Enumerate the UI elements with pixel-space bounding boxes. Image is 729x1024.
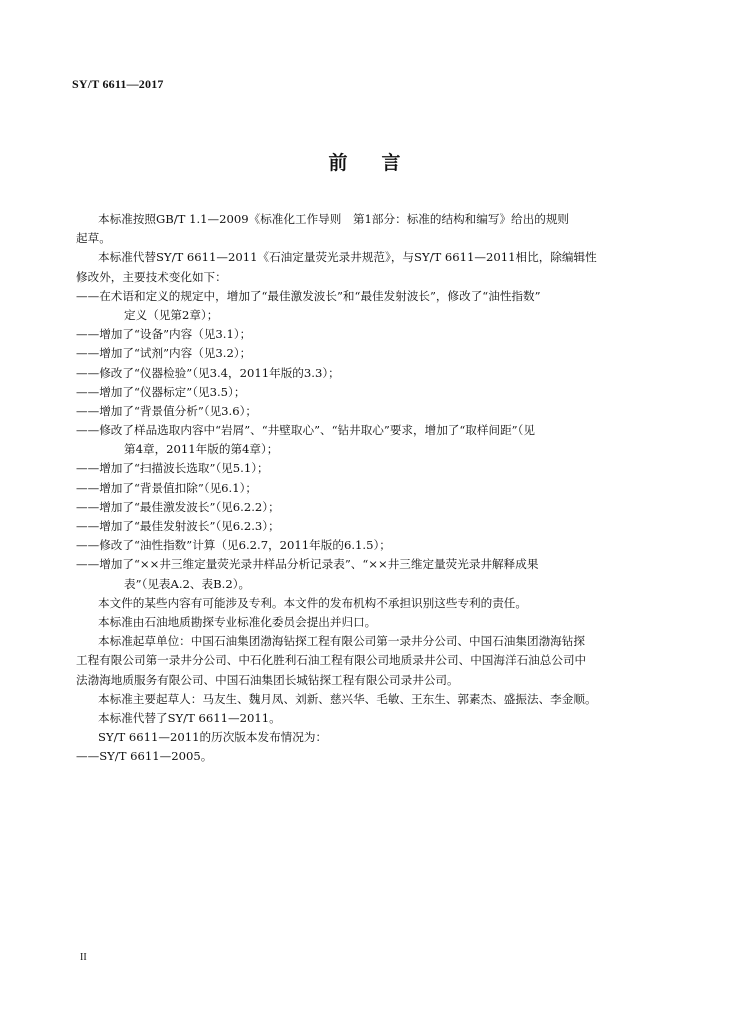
page-title: 前言 [328,152,435,174]
text-line: ——增加了“设备”内容（见3.1）； [76,327,252,342]
text-line: ——增加了“××井三维定量荧光录井样品分析记录表”、“××井三维定量荧光录井解释成果 [76,557,539,572]
text-line: ——在术语和定义的规定中，增加了“最佳激发波长”和“最佳发射波长”，修改了“油性指数” [76,288,541,303]
text-line: 修改外，主要技术变化如下： [76,269,227,284]
text-line: ——增加了“背景值扣除”（见6.1）； [76,480,258,495]
text-line: ——增加了“最佳发射波长”（见6.2.3）； [76,519,280,533]
text-line: 本标准代替SY/T 6611—2011《石油定量荧光录井规范》，与SY/T 6611—2011相比，除编辑性 [98,250,597,265]
text-line: ——修改了“仪器检验”（见3.4，2011年版的3.3）； [76,365,340,380]
text-line: 本标准按照GB/T 1.1—2009《标准化工作导则 第1部分：标准的结构和编写》给出的规则 [98,212,570,226]
text-line: 第4章，2011年版的第4章）； [124,442,279,457]
page-number: II [80,952,87,963]
text-line: ——修改了样品选取内容中“岩屑”、“井壁取心”、“钻井取心”要求，增加了“取样间距”（见 [76,423,535,438]
text-line: 工程有限公司第一录井分公司、中石化胜利石油工程有限公司地质录井公司、中国海洋石油总公司中 [76,653,587,668]
text-line: 本文件的某些内容有可能涉及专利。本文件的发布机构不承担识别这些专利的责任。 [98,595,527,610]
text-line: ——增加了“仪器标定”（见3.5）； [76,384,246,399]
text-line: 表”（见表A.2、表B.2）。 [124,576,251,591]
text-line: ——修改了“油性指数”计算（见6.2.7，2011年版的6.1.5）； [76,538,391,553]
text-line: 本标准代替了SY/T 6611—2011。 [98,710,281,725]
text-line: ——增加了“试剂”内容（见3.2）； [76,346,252,361]
text-line: ——增加了“扫描波长选取”（见5.1）； [76,461,269,476]
text-line: 本标准由石油地质勘探专业标准化委员会提出并归口。 [98,614,377,629]
text-line: ——SY/T 6611—2005。 [76,749,213,764]
standard-code-header: SY/T 6611—2017 [72,77,164,91]
foreword-body [76,210,658,766]
text-line: 法渤海地质服务有限公司、中国石油集团长城钻探工程有限公司录井公司。 [76,672,459,687]
text-line: ——增加了“背景值分析”（见3.6）； [76,403,258,418]
text-line: 本标准起草单位：中国石油集团渤海钻探工程有限公司第一录井分公司、中国石油集团渤海钻探 [98,634,585,649]
text-line: ——增加了“最佳激发波长”（见6.2.2）； [76,499,280,514]
text-line: 本标准主要起草人：马友生、魏月凤、刘新、慈兴华、毛敏、王东生、郭素杰、盛振法、李金顺。 [98,691,597,706]
text-line: 定义（见第2章）； [124,307,219,322]
text-line: SY/T 6611—2011的历次版本发布情况为： [98,730,328,745]
text-line: 起草。 [76,231,111,246]
